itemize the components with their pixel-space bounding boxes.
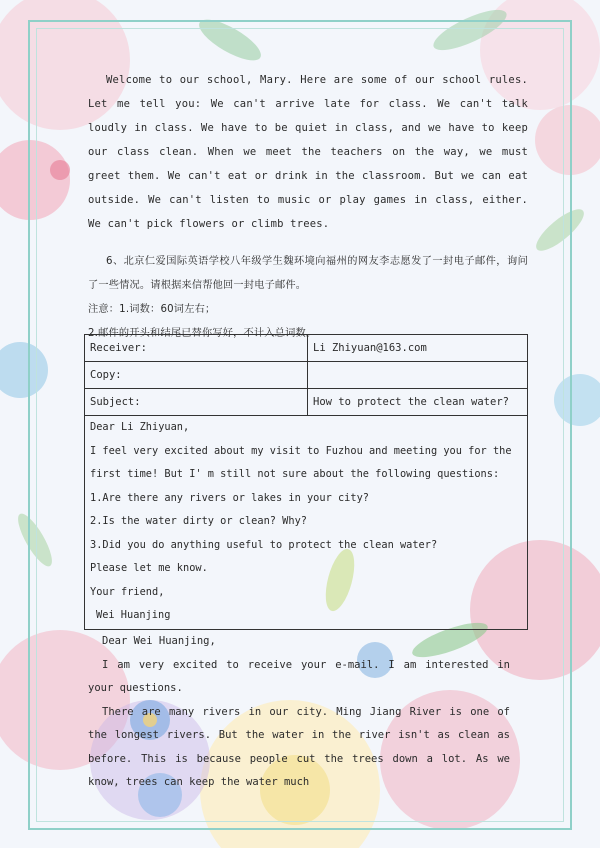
reply-paragraph-1: I am very excited to receive your e-mail. I am interested in your questions. (88, 658, 510, 694)
letter-body: I feel very excited about my visit to Fuzhou and meeting you for the first time! But I' m still not sure about the following questions: (90, 444, 512, 480)
table-row (85, 362, 528, 389)
receiver-label: Receiver: (85, 335, 308, 362)
email-header-table (84, 334, 528, 416)
note-2: 2.邮件的开头和结尾已替你写好，不计入总词数。 (88, 328, 317, 339)
receiver-value: Li Zhiyuan@163.com (308, 335, 528, 362)
reply-letter (88, 630, 510, 795)
question-6: 6、北京仁爱国际英语学校八年级学生魏环境向福州的网友李志愿发了一封电子邮件，询问了一些情况。请根据来信帮他回一封电子邮件。 (88, 256, 528, 291)
letter-greeting: Dear Li Zhiyuan, (90, 421, 190, 433)
main-content (88, 68, 528, 346)
letter-closing: Please let me know. (90, 562, 208, 574)
letter-signature: Wei Huanjing (96, 609, 171, 621)
reply-paragraph-2: There are many rivers in our city. Ming Jiang River is one of the longest rivers. But the water in the river isn't as clean as before. This is because people cut the trees down a lot. As we know, trees can keep the water much (88, 705, 510, 788)
letter-question-3: 3.Did you do anything useful to protect the clean water? (90, 538, 438, 551)
copy-label: Copy: (85, 362, 308, 389)
copy-value (308, 362, 528, 389)
letter-question-2: 2.Is the water dirty or clean? Why? (90, 515, 307, 527)
intro-paragraph: Welcome to our school, Mary. Here are some of our school rules. Let me tell you: We can't arrive late for class. We can't talk loudly in class. We have to be quiet in class, and we have to keep our class clean. When we meet the teachers on the way, we must greet them. We can't eat or drink in the classroom. But we can eat outside. We can't listen to music or play games in class, either. We can't pick flowers or climb trees. (88, 74, 528, 230)
subject-label: Subject: (85, 389, 308, 416)
note-1: 注意：1.词数：60词左右； (88, 304, 216, 315)
subject-value: How to protect the clean water? (308, 389, 528, 416)
reply-greeting: Dear Wei Huanjing, (102, 635, 216, 647)
letter-signoff: Your friend, (90, 585, 165, 598)
letter-question-1: 1.Are there any rivers or lakes in your city? (90, 491, 369, 504)
email-letter-body (84, 412, 528, 630)
table-row (85, 335, 528, 362)
